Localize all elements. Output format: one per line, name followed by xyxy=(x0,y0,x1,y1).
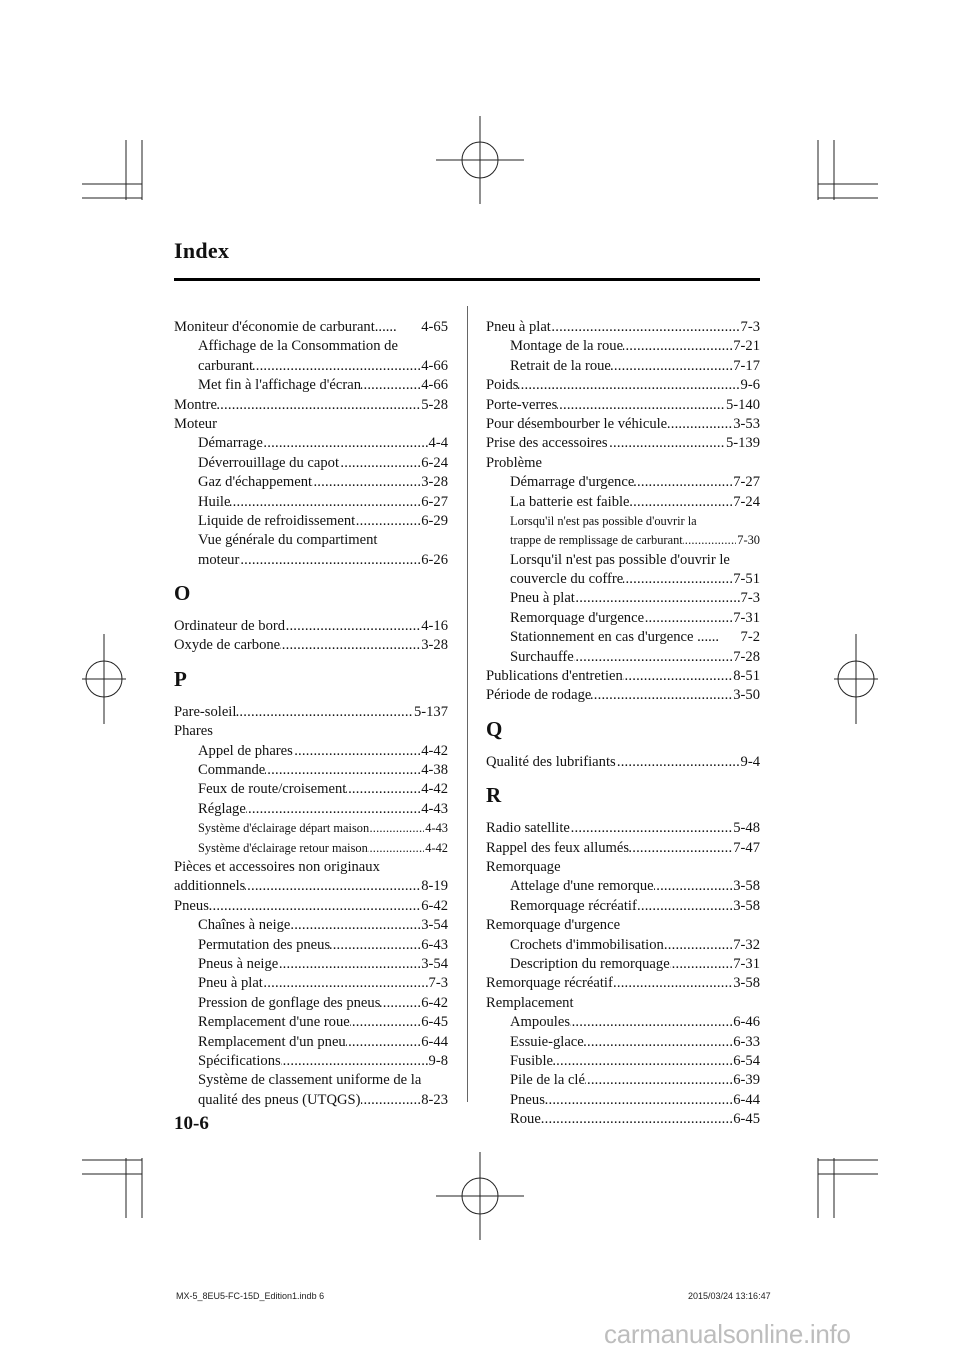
index-entry xyxy=(486,916,760,935)
index-entry xyxy=(174,703,448,722)
entry-page-ref: 7-31 xyxy=(732,955,760,974)
index-subentry xyxy=(174,839,448,858)
index-entry xyxy=(174,396,448,415)
entry-label: Attelage d'une remorque xyxy=(510,878,654,895)
entry-label: Rappel des feux allumés xyxy=(486,839,630,856)
index-subentry xyxy=(174,955,448,974)
index-subentry xyxy=(486,512,760,531)
entry-label: Vue générale du compartiment xyxy=(198,532,378,549)
column-divider xyxy=(467,306,468,1102)
index-subentry xyxy=(174,376,448,395)
index-subentry xyxy=(174,780,448,799)
entry-page-ref: 3-54 xyxy=(420,916,448,935)
entry-page-ref: 4-16 xyxy=(420,617,448,636)
index-subentry xyxy=(486,570,760,589)
entry-page-ref: 6-45 xyxy=(732,1110,760,1129)
entry-label: Montre xyxy=(174,396,217,413)
index-subentry xyxy=(174,800,448,819)
entry-page-ref: 7-51 xyxy=(732,570,760,589)
index-subentry xyxy=(174,512,448,531)
entry-label: Porte-verres xyxy=(486,396,558,413)
entry-page-ref: 6-39 xyxy=(732,1071,760,1090)
entry-label: Essuie-glace xyxy=(510,1033,584,1050)
entry-label: Ampoules xyxy=(510,1014,570,1031)
index-subentry xyxy=(174,761,448,780)
entry-label: Remplacement d'un pneu xyxy=(198,1033,346,1050)
entry-page-ref: 6-29 xyxy=(420,512,448,531)
index-subentry xyxy=(486,955,760,974)
index-subentry xyxy=(174,1013,448,1032)
entry-label: Chaînes à neige xyxy=(198,917,291,934)
entry-label: trappe de remplissage de carburant xyxy=(510,533,683,548)
index-entry xyxy=(486,376,760,395)
entry-label: Déverrouillage du capot xyxy=(198,454,340,471)
index-subentry xyxy=(486,1033,760,1052)
index-entry xyxy=(486,415,760,434)
entry-page-ref: 9-4 xyxy=(740,753,760,772)
entry-label: Prise des accessoires xyxy=(486,435,608,452)
entry-page-ref: 6-27 xyxy=(420,493,448,512)
index-entry xyxy=(486,994,760,1013)
entry-label: Remorquage récréatif xyxy=(486,975,613,992)
index-subentry xyxy=(174,454,448,473)
entry-page-ref: 9-6 xyxy=(740,376,760,395)
entry-label: Qualité des lubrifiants xyxy=(486,753,616,770)
watermark: carmanualsonline.info xyxy=(604,1319,851,1349)
index-subentry xyxy=(486,1091,760,1110)
index-entry xyxy=(174,415,448,434)
index-subentry xyxy=(174,434,448,453)
entry-page-ref: 4-42 xyxy=(420,742,448,761)
entry-label: Système d'éclairage retour maison xyxy=(198,840,368,855)
index-subentry xyxy=(174,337,448,356)
entry-label: Spécifications xyxy=(198,1052,281,1069)
entry-page-ref: 6-42 xyxy=(420,994,448,1013)
entry-label: Pneu à plat xyxy=(486,319,551,335)
index-subentry xyxy=(174,974,448,993)
entry-page-ref: 8-23 xyxy=(420,1091,448,1110)
entry-label: Surchauffe xyxy=(510,648,574,665)
entry-page-ref: 7-47 xyxy=(732,839,760,858)
index-subentry xyxy=(486,1052,760,1071)
entry-page-ref: 8-51 xyxy=(732,667,760,686)
entry-page-ref: 4-66 xyxy=(420,376,448,395)
entry-label: Roue xyxy=(510,1111,541,1128)
index-subentry xyxy=(174,1052,448,1071)
entry-label: moteur xyxy=(198,551,240,568)
index-subentry xyxy=(174,936,448,955)
entry-label: Pour désembourber le véhicule xyxy=(486,415,668,432)
entry-page-ref: 3-50 xyxy=(732,686,760,705)
index-subentry xyxy=(486,493,760,512)
index-column-left xyxy=(174,318,448,1110)
entry-label: additionnels xyxy=(174,878,246,895)
entry-label: Pile de la clé xyxy=(510,1072,585,1089)
section-letter: R xyxy=(486,783,502,808)
entry-label: Radio satellite xyxy=(486,820,570,837)
entry-label: Remorquage xyxy=(486,858,561,875)
index-subentry xyxy=(486,357,760,376)
entry-page-ref: 4-43 xyxy=(424,819,448,838)
entry-label: Gaz d'échappement xyxy=(198,474,313,491)
entry-label: Pare-soleil xyxy=(174,703,237,720)
entry-page-ref: 5-28 xyxy=(420,396,448,415)
index-subentry xyxy=(486,936,760,955)
entry-label: Appel de phares xyxy=(198,742,293,759)
entry-page-ref: 4-42 xyxy=(424,839,448,858)
entry-page-ref: 4-42 xyxy=(420,780,448,799)
entry-label: Montage de la roue xyxy=(510,338,624,355)
entry-label: Pneus à neige xyxy=(198,955,279,972)
entry-label: Moniteur d'économie de carburant...... xyxy=(174,319,397,335)
entry-label: Remorquage d'urgence xyxy=(510,609,645,626)
entry-label: qualité des pneus (UTQGS) xyxy=(198,1091,361,1108)
entry-page-ref: 3-54 xyxy=(420,955,448,974)
entry-label: Lorsqu'il n'est pas possible d'ouvrir la xyxy=(510,513,697,528)
entry-label: Liquide de refroidissement xyxy=(198,512,356,529)
index-subentry xyxy=(174,819,448,838)
entry-page-ref: 4-66 xyxy=(420,357,448,376)
index-entry xyxy=(486,753,760,772)
entry-label: Phares xyxy=(174,723,213,740)
entry-page-ref: 3-58 xyxy=(732,877,760,896)
entry-page-ref: 6-46 xyxy=(732,1013,760,1032)
entry-page-ref: 4-65 xyxy=(420,318,448,337)
entry-page-ref: 7-3 xyxy=(740,318,760,337)
entry-page-ref: 7-28 xyxy=(732,648,760,667)
index-subentry xyxy=(486,1013,760,1032)
entry-page-ref: 3-58 xyxy=(732,974,760,993)
entry-label: Met fin à l'affichage d'écran xyxy=(198,377,362,394)
entry-page-ref: 7-21 xyxy=(732,337,760,356)
index-entry xyxy=(174,617,448,636)
entry-label: couvercle du coffre xyxy=(510,571,624,588)
entry-label: Démarrage xyxy=(198,435,263,452)
entry-label: Moteur xyxy=(174,415,217,432)
index-subentry xyxy=(486,551,760,570)
entry-label: Crochets d'immobilisation xyxy=(510,936,664,953)
entry-label: Description du remorquage xyxy=(510,955,670,972)
index-subentry xyxy=(174,357,448,376)
entry-label: Retrait de la roue xyxy=(510,357,611,374)
index-entry xyxy=(486,396,760,415)
entry-page-ref: 5-48 xyxy=(732,819,760,838)
entry-label: Période de rodage xyxy=(486,687,592,704)
index-entry xyxy=(174,858,448,877)
entry-label: Poids xyxy=(486,377,519,394)
entry-page-ref: 6-45 xyxy=(420,1013,448,1032)
index-subentry xyxy=(174,1033,448,1052)
page-title: Index xyxy=(174,238,230,263)
entry-label: Commande xyxy=(198,762,266,779)
index-subentry xyxy=(486,1110,760,1129)
index-subentry xyxy=(486,1071,760,1090)
footer-file: MX-5_8EU5-FC-15D_Edition1.indb 6 xyxy=(176,1291,325,1301)
index-entry xyxy=(486,819,760,838)
entry-label: carburant xyxy=(198,357,254,374)
index-entry xyxy=(486,434,760,453)
entry-page-ref: 7-17 xyxy=(732,357,760,376)
entry-label: Remplacement d'une roue xyxy=(198,1014,350,1031)
entry-page-ref: 6-26 xyxy=(420,551,448,570)
entry-page-ref: 5-139 xyxy=(725,434,760,453)
entry-page-ref: 6-44 xyxy=(732,1091,760,1110)
entry-page-ref: 7-31 xyxy=(732,609,760,628)
entry-page-ref: 4-38 xyxy=(420,761,448,780)
entry-label: Pneus xyxy=(510,1091,545,1108)
index-subentry xyxy=(174,1071,448,1090)
index-subentry xyxy=(174,1091,448,1110)
index-entry xyxy=(174,636,448,655)
section-letter: Q xyxy=(486,716,503,741)
entry-label: Ordinateur de bord xyxy=(174,618,286,635)
entry-label: Pneu à plat xyxy=(198,975,263,992)
index-entry xyxy=(486,974,760,993)
entry-page-ref: 6-42 xyxy=(420,897,448,916)
entry-page-ref: 5-137 xyxy=(413,703,448,722)
entry-page-ref: 4-43 xyxy=(420,800,448,819)
index-subentry xyxy=(174,531,448,550)
index-entry xyxy=(486,858,760,877)
entry-label: Pneus xyxy=(174,897,209,914)
entry-page-ref: 5-140 xyxy=(725,396,760,415)
footer-timestamp: 2015/03/24 13:16:47 xyxy=(688,1291,771,1301)
index-entry xyxy=(174,318,448,337)
index-entry xyxy=(486,454,760,473)
entry-label: Fusible xyxy=(510,1052,553,1069)
entry-page-ref: 6-33 xyxy=(732,1033,760,1052)
entry-page-ref: 4-4 xyxy=(428,434,448,453)
index-entry xyxy=(174,722,448,741)
page-number: 10-6 xyxy=(174,1113,209,1134)
entry-label: Remplacement xyxy=(486,994,574,1011)
entry-page-ref: 3-28 xyxy=(420,636,448,655)
entry-page-ref: 7-30 xyxy=(736,531,760,550)
entry-label: Remorquage d'urgence xyxy=(486,917,621,934)
entry-page-ref: 6-54 xyxy=(732,1052,760,1071)
entry-page-ref: 7-32 xyxy=(732,936,760,955)
entry-label: Remorquage récréatif xyxy=(510,897,637,914)
index-subentry xyxy=(486,897,760,916)
entry-page-ref: 3-53 xyxy=(732,415,760,434)
entry-label: Pression de gonflage des pneus xyxy=(198,994,381,1011)
entry-label: Pièces et accessoires non originaux xyxy=(174,858,380,875)
index-entry xyxy=(486,686,760,705)
entry-label: Problème xyxy=(486,454,542,471)
entry-label: Feux de route/croisement xyxy=(198,781,347,798)
index-subentry xyxy=(486,473,760,492)
entry-label: Système d'éclairage départ maison xyxy=(198,821,370,836)
entry-label: Démarrage d'urgence xyxy=(510,474,635,491)
index-subentry xyxy=(174,994,448,1013)
index-entry xyxy=(486,318,760,337)
section-letter: P xyxy=(174,666,187,691)
index-entry xyxy=(174,877,448,896)
entry-label: Lorsqu'il n'est pas possible d'ouvrir le xyxy=(510,551,730,568)
entry-label: Stationnement en cas d'urgence ...... xyxy=(510,629,720,646)
entry-page-ref: 8-19 xyxy=(420,877,448,896)
title-rule xyxy=(174,278,760,281)
index-subentry xyxy=(486,609,760,628)
entry-page-ref: 6-24 xyxy=(420,454,448,473)
entry-page-ref: 7-24 xyxy=(732,493,760,512)
index-subentry xyxy=(174,551,448,570)
index-subentry xyxy=(486,531,760,550)
entry-label: Système de classement uniforme de la xyxy=(198,1072,422,1089)
entry-label: Publications d'entretien xyxy=(486,668,623,685)
index-subentry xyxy=(486,648,760,667)
index-subentry xyxy=(174,916,448,935)
entry-page-ref: 6-44 xyxy=(420,1033,448,1052)
entry-page-ref: 7-2 xyxy=(740,628,760,647)
entry-label: Affichage de la Consommation de xyxy=(198,338,398,355)
entry-label: Pneu à plat xyxy=(510,590,575,607)
entry-label: Huile xyxy=(198,493,231,510)
index-subentry xyxy=(174,493,448,512)
index-column-right xyxy=(486,318,760,1129)
entry-label: Permutation des pneus xyxy=(198,936,331,953)
index-subentry xyxy=(174,473,448,492)
index-entry xyxy=(486,667,760,686)
index-subentry xyxy=(174,742,448,761)
entry-page-ref: 7-27 xyxy=(732,473,760,492)
entry-label: Réglage xyxy=(198,800,246,817)
entry-label: La batterie est faible xyxy=(510,493,630,510)
index-subentry xyxy=(486,628,760,647)
entry-page-ref: 7-3 xyxy=(740,589,760,608)
entry-page-ref: 9-8 xyxy=(428,1052,448,1071)
entry-page-ref: 6-43 xyxy=(420,936,448,955)
index-subentry xyxy=(486,589,760,608)
entry-page-ref: 3-28 xyxy=(420,473,448,492)
index-entry xyxy=(174,897,448,916)
entry-label: Oxyde de carbone xyxy=(174,637,281,654)
entry-page-ref: 7-3 xyxy=(428,974,448,993)
index-subentry xyxy=(486,337,760,356)
index-entry xyxy=(486,839,760,858)
section-letter: O xyxy=(174,581,191,606)
index-subentry xyxy=(486,877,760,896)
entry-page-ref: 3-58 xyxy=(732,897,760,916)
